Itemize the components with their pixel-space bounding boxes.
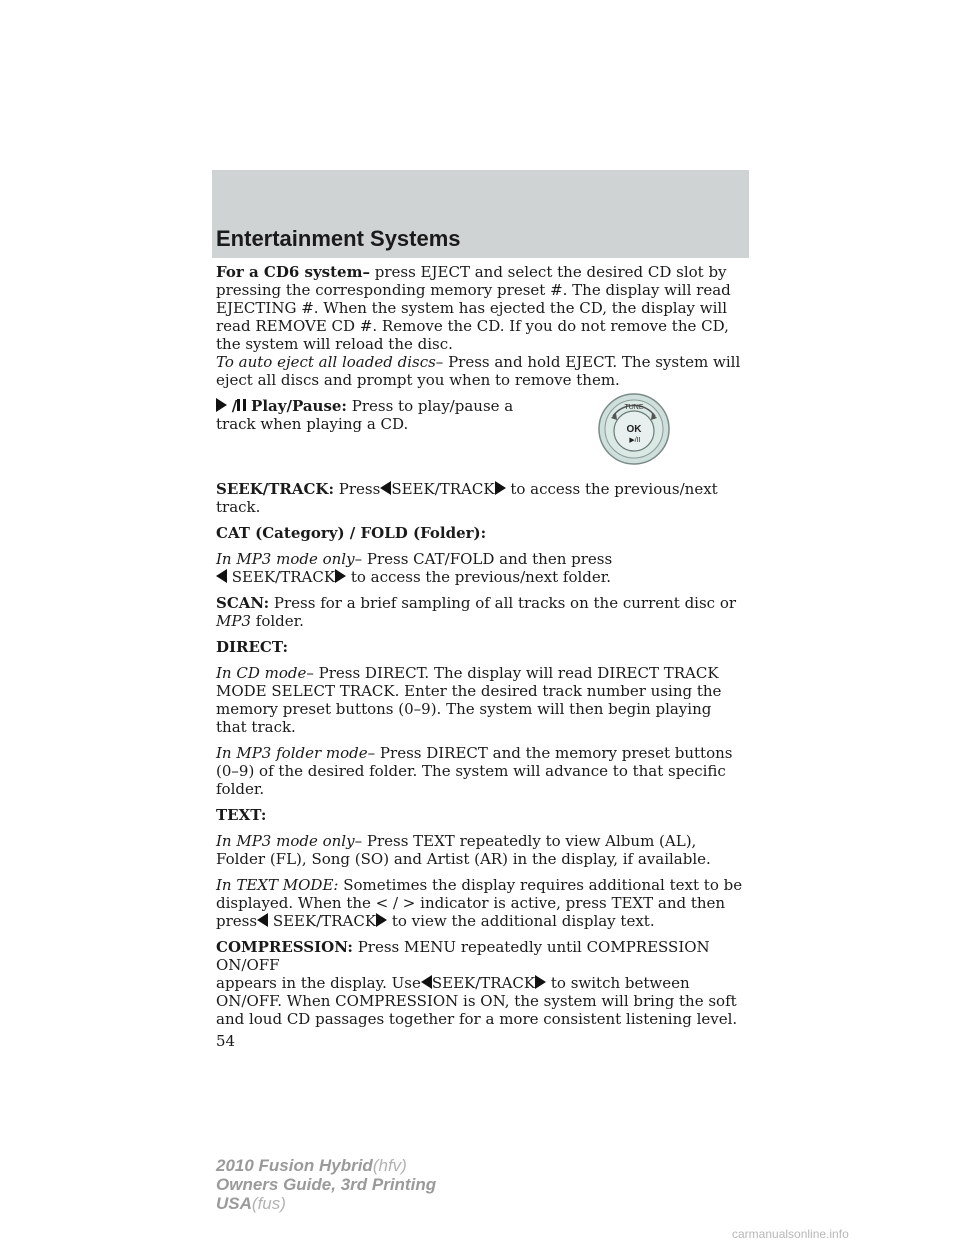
- knob-tune-label: TUNE: [624, 404, 644, 411]
- text-mp3-paragraph: [216, 832, 746, 868]
- seek-right-icon: [495, 481, 506, 495]
- text-label: TEXT:: [216, 806, 267, 824]
- cat-text: – Press CAT/FOLD and then press: [354, 550, 613, 568]
- cat-paragraph: [216, 550, 746, 586]
- direct-label: DIRECT:: [216, 638, 289, 656]
- text-tm-text2: to view the additional display text.: [391, 912, 655, 930]
- compression-paragraph: [216, 938, 746, 1028]
- compression-text-c: to switch between: [550, 974, 690, 992]
- seek-label: SEEK/TRACK:: [216, 480, 334, 498]
- cat-label: CAT (Category) / FOLD (Folder):: [216, 524, 487, 542]
- cat-mode: In MP3 mode only: [216, 550, 355, 568]
- pause-icon: [237, 399, 246, 411]
- scan-text: Press for a brief sampling of all tracks on the current disc or: [269, 594, 737, 612]
- compression-label: COMPRESSION:: [216, 938, 353, 956]
- direct-mp3-mode: In MP3 folder mode: [216, 744, 368, 762]
- auto-eject-text: – Press and hold EJECT. The system will eject all discs and prompt you when to remove them.: [216, 353, 741, 389]
- cd6-paragraph: [216, 263, 746, 389]
- cd6-text: press EJECT and select the desired CD slot by pressing the corresponding memory preset #. The display will read EJECTING #. When the system has ejected the CD, the display will read REMOVE CD #. Remove the CD. If you do not remove the CD, the system will reload the disc.: [216, 263, 731, 353]
- compression-seek-right-icon: [535, 975, 546, 989]
- text-tm-mode: In TEXT MODE:: [216, 876, 339, 894]
- text-seek-right-icon: [376, 913, 387, 927]
- play-slash: /: [231, 397, 238, 415]
- play-pause-text: Press to play/pause a track when playing a CD.: [216, 397, 514, 433]
- direct-cd-text: – Press DIRECT. The display will read DIRECT TRACK MODE SELECT TRACK. Enter the desired track number using the memory preset buttons (0–9). The system will then begin playing that track.: [216, 664, 722, 736]
- cat-seek: SEEK/TRACK: [231, 568, 336, 586]
- compression-text: Press MENU repeatedly until COMPRESSION ON/OFF: [216, 938, 710, 974]
- footer-market: USA: [216, 1194, 252, 1213]
- text-mode: In MP3 mode only: [216, 832, 355, 850]
- cat-text2: to access the previous/next folder.: [350, 568, 612, 586]
- seek-paragraph: [216, 480, 746, 516]
- direct-cd-paragraph: [216, 664, 746, 736]
- seek-left-icon: [380, 481, 391, 495]
- compression-text2: ON/OFF. When COMPRESSION is ON, the system will bring the soft and loud CD passages together for a more consistent listening level.: [216, 992, 738, 1028]
- seek-press: Press: [334, 480, 381, 498]
- seek-name: SEEK/TRACK: [391, 480, 495, 498]
- scan-label: SCAN:: [216, 594, 270, 612]
- compression-seek-left-icon: [421, 975, 432, 989]
- watermark: carmanualsonline.info: [732, 1227, 849, 1241]
- play-pause-label: Play/Pause:: [251, 397, 347, 415]
- cat-seek-left-icon: [216, 569, 227, 583]
- cd6-label: For a CD6 system–: [216, 263, 370, 281]
- compression-seek: SEEK/TRACK: [431, 974, 536, 992]
- page-body: [216, 263, 746, 1050]
- scan-mp3: MP3: [216, 612, 251, 630]
- knob-ok-label: OK: [626, 424, 642, 435]
- section-title: Entertainment Systems: [216, 226, 461, 251]
- direct-mp3-paragraph: [216, 744, 746, 798]
- knob-playpause-label: ▶/II: [629, 437, 641, 444]
- scan-text2: folder.: [251, 612, 304, 630]
- compression-text-b: appears in the display. Use: [216, 974, 421, 992]
- text-seek: SEEK/TRACK: [272, 912, 377, 930]
- cat-seek-right-icon: [335, 569, 346, 583]
- footer-model: 2010 Fusion Hybrid: [216, 1156, 373, 1175]
- direct-cd-mode: In CD mode: [216, 664, 307, 682]
- text-tm-text: Sometimes the display requires additional text to be displayed. When the < / > indicator is active, press TEXT and then: [216, 876, 743, 912]
- text-press: press: [216, 912, 258, 930]
- scan-paragraph: [216, 594, 746, 630]
- footer-market-code: (fus): [251, 1194, 286, 1213]
- seek-text: to access the previous/next track.: [216, 480, 718, 516]
- footer-print-info: [216, 1156, 436, 1213]
- direct-mp3-text: – Press DIRECT and the memory preset buttons (0–9) of the desired folder. The system will advance to that specific folder.: [216, 744, 733, 798]
- text-text: – Press TEXT repeatedly to view Album (AL), Folder (FL), Song (SO) and Artist (AR) in the display, if available.: [216, 832, 711, 868]
- play-pause-paragraph: [216, 397, 516, 433]
- text-seek-left-icon: [257, 913, 268, 927]
- page-number: 54: [216, 1032, 236, 1050]
- footer-model-code: (hfv): [372, 1156, 407, 1175]
- footer-printing: Owners Guide, 3rd Printing: [216, 1175, 437, 1194]
- auto-eject-label: To auto eject all loaded discs: [216, 353, 436, 371]
- text-mode-paragraph: [216, 876, 746, 930]
- play-icon: [216, 398, 227, 412]
